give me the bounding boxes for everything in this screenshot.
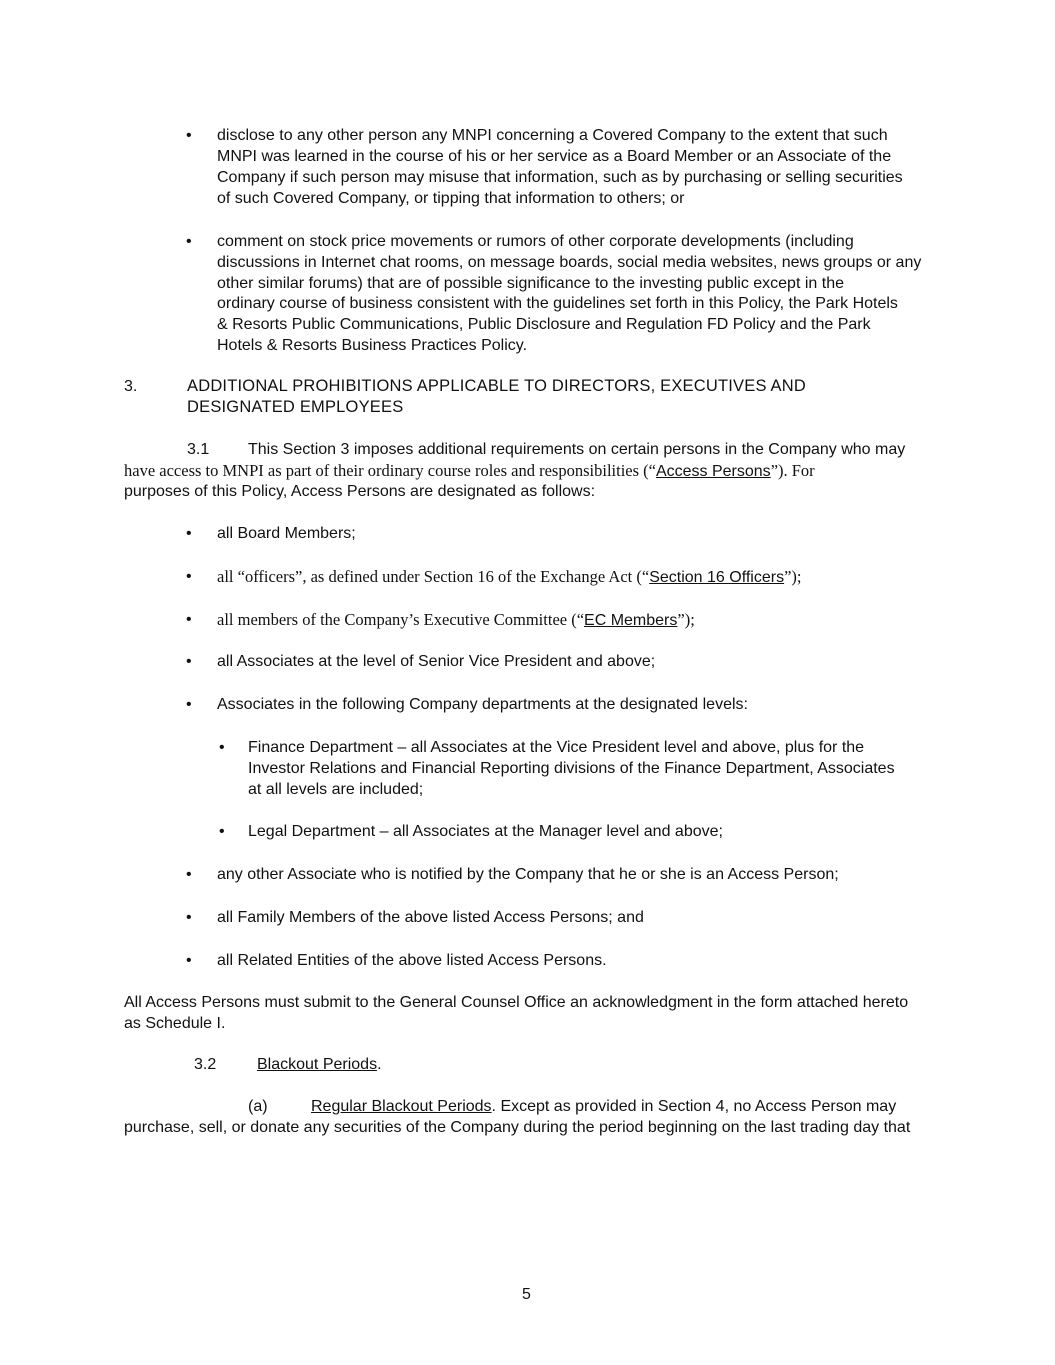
nested-list-item: Legal Department – all Associates at the Manager level and above; [248, 823, 723, 840]
section-number: 3. [124, 378, 138, 395]
bullet-text-line: comment on stock price movements or rumors of other corporate developments (including [217, 233, 854, 250]
paragraph-line: This Section 3 imposes additional requirements on certain persons in the Company who may [248, 441, 906, 458]
bullet-text-line: Company if such person may misuse that information, such as by purchasing or selling securities [217, 169, 903, 186]
bullet-icon [219, 737, 225, 758]
bullet-icon [186, 231, 192, 252]
subsection-number: 3.1 [187, 441, 210, 458]
subsection-title [257, 1054, 382, 1075]
paragraph-line: purchase, sell, or donate any securities of the Company during the period beginning on the last trading day that [124, 1119, 911, 1136]
list-item: any other Associate who is notified by the Company that he or she is an Access Person; [217, 866, 839, 883]
paragraph-line: as Schedule I. [124, 1015, 226, 1032]
subsection-number: 3.2 [194, 1056, 217, 1073]
list-item [217, 566, 802, 588]
list-item: all Associates at the level of Senior Vice President and above; [217, 653, 656, 670]
paragraph-line [311, 1096, 896, 1117]
bullet-icon [186, 864, 192, 885]
subsection-title-text: Blackout Periods [257, 1056, 378, 1073]
bullet-icon [186, 950, 192, 971]
page-number: 5 [522, 1286, 531, 1303]
paragraph-text: ”). For [770, 461, 815, 480]
list-item: Associates in the following Company departments at the designated levels: [217, 696, 748, 713]
paragraph-label: (a) [248, 1098, 268, 1115]
nested-list-item: at all levels are included; [248, 781, 424, 798]
nested-list-item: Finance Department – all Associates at the Vice President level and above, plus for the [248, 739, 865, 756]
paragraph-line [124, 460, 815, 482]
subsection-title-punct: . [377, 1056, 382, 1073]
bullet-icon [186, 523, 192, 544]
bullet-text-line: discussions in Internet chat rooms, on message boards, social media websites, news groups or any [217, 254, 922, 271]
list-item: all Board Members; [217, 525, 356, 542]
bullet-text-line: & Resorts Public Communications, Public Disclosure and Regulation FD Policy and the Park [217, 316, 871, 333]
list-item-text: ”); [677, 610, 695, 629]
list-item: all Family Members of the above listed Access Persons; and [217, 909, 644, 926]
list-item [217, 609, 695, 631]
bullet-icon [219, 821, 225, 842]
bullet-icon [186, 125, 192, 146]
list-item-text: all “officers”, as defined under Section 16 of the Exchange Act (“ [217, 567, 650, 586]
defined-term: Access Persons [655, 463, 771, 480]
paragraph-title: Regular Blackout Periods [311, 1098, 492, 1115]
bullet-text-line: MNPI was learned in the course of his or her service as a Board Member or an Associate of the [217, 148, 892, 165]
bullet-icon [186, 694, 192, 715]
nested-list-item: Investor Relations and Financial Reporting divisions of the Finance Department, Associates [248, 760, 895, 777]
paragraph-text: have access to MNPI as part of their ordinary course roles and responsibilities (“ [124, 461, 656, 480]
bullet-text-line: other similar forums) that are of possible significance to the investing public except in the [217, 275, 844, 292]
section-title: ADDITIONAL PROHIBITIONS APPLICABLE TO DIRECTORS, EXECUTIVES AND [187, 377, 806, 395]
paragraph-line: All Access Persons must submit to the General Counsel Office an acknowledgment in the form attached hereto [124, 994, 909, 1011]
bullet-icon [186, 609, 192, 630]
paragraph-line: purposes of this Policy, Access Persons are designated as follows: [124, 483, 596, 500]
defined-term: EC Members [584, 612, 678, 629]
bullet-text-line: Hotels & Resorts Business Practices Policy. [217, 337, 528, 354]
bullet-text-line: of such Covered Company, or tipping that information to others; or [217, 190, 685, 207]
list-item-text: all members of the Company’s Executive Committee (“ [217, 610, 585, 629]
bullet-icon [186, 907, 192, 928]
section-title: DESIGNATED EMPLOYEES [187, 398, 404, 416]
list-item: all Related Entities of the above listed Access Persons. [217, 952, 607, 969]
bullet-text-line: disclose to any other person any MNPI concerning a Covered Company to the extent that such [217, 127, 888, 144]
bullet-icon [186, 566, 192, 587]
paragraph-text: . Except as provided in Section 4, no Access Person may [491, 1098, 897, 1115]
bullet-icon [186, 651, 192, 672]
bullet-text-line: ordinary course of business consistent with the guidelines set forth in this Policy, the Park Hotels [217, 295, 898, 312]
list-item-text: ”); [784, 567, 802, 586]
defined-term: Section 16 Officers [649, 569, 785, 586]
